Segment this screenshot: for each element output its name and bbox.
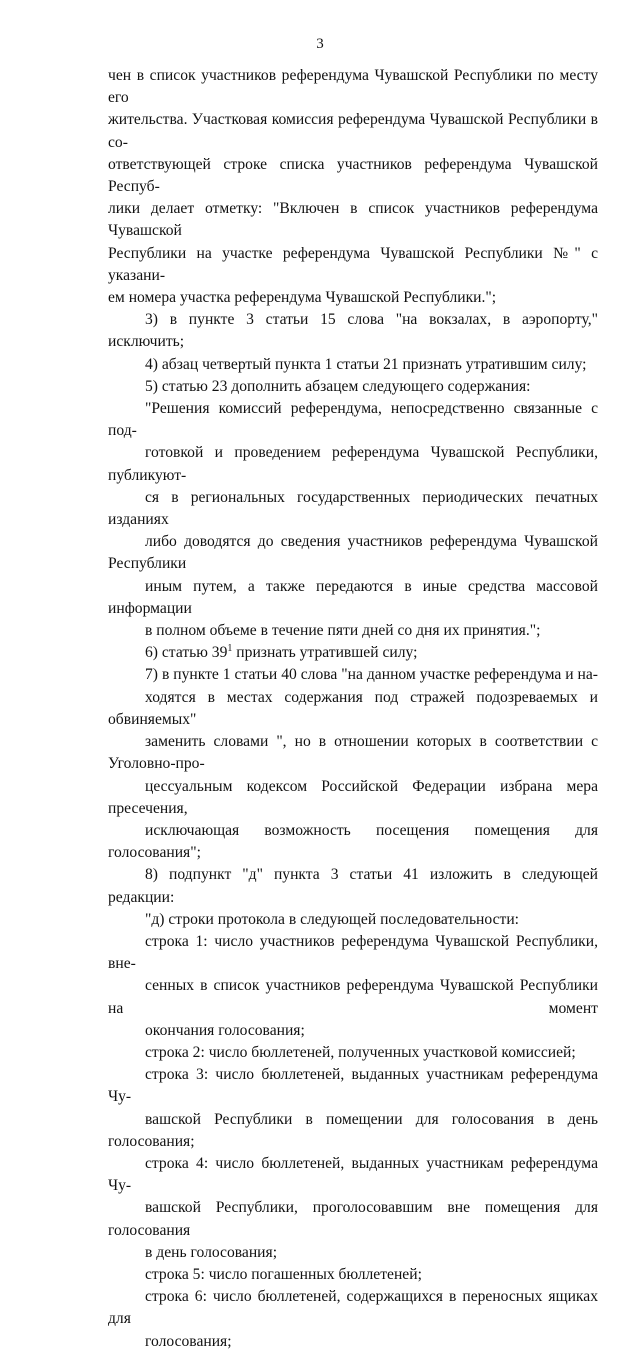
text-line: ответствующей строке списка участников референдума Чувашской Респуб-: [108, 155, 598, 196]
text-line: строка 5: число погашенных бюллетеней;: [145, 1265, 422, 1283]
paragraph-row-1: [108, 931, 598, 1042]
paragraph-item-5: [108, 376, 598, 398]
text-line: 3) в пункте 3 статьи 15 слова "на вокзалах, в аэропорту," исключить;: [108, 311, 598, 351]
text-line: вашской Республики, проголосовавшим вне помещения для голосования: [108, 1199, 598, 1239]
paragraph-item-4: [108, 354, 598, 376]
text-line: 4) абзац четвертый пункта 1 статьи 21 признать утратившим силу;: [145, 355, 587, 373]
superscript: 1: [227, 643, 233, 655]
text-line: голосования;: [145, 1332, 232, 1350]
text-line: ем номера участка референдума Чувашской Республики.";: [108, 289, 497, 307]
text-line: заменить словами ", но в отношении которых в соответствии с Уголовно-про-: [108, 733, 598, 773]
text-line: жительства. Участковая комиссия референдума Чувашской Республики в со-: [108, 111, 598, 151]
paragraph-row-5: [108, 1264, 598, 1286]
text-line: готовкой и проведением референдума Чувашской Республики, публикуют-: [108, 444, 598, 484]
text-line: Республики на участке референдума Чувашской Республики №" с указани-: [108, 244, 598, 284]
paragraph-continuation: [108, 65, 598, 309]
paragraph-row-2: [108, 1042, 598, 1064]
page-number: 3: [316, 36, 324, 52]
text-line: окончания голосования;: [145, 1021, 305, 1039]
text-line: "д) строки протокола в следующей последовательности:: [145, 910, 520, 928]
text-line: 8) подпункт "д" пункта 3 статьи 41 изложить в следующей редакции:: [108, 866, 598, 906]
text-line: иным путем, а также передаются в иные средства массовой информации: [108, 577, 598, 617]
text-line: вашской Республики в помещении для голосования в день голосования;: [108, 1110, 598, 1150]
text-line: чен в список участников референдума Чувашской Республики по месту его: [108, 67, 598, 107]
text-line: 5) статью 23 дополнить абзацем следующего содержания:: [145, 377, 531, 395]
paragraph-quote-decisions: [108, 398, 598, 642]
text-line: 7) в пункте 1 статьи 40 слова "на данном участке референдума и на-: [145, 666, 598, 684]
text-line: "Решения комиссий референдума, непосредственно связанные с под-: [108, 400, 598, 440]
paragraph-quote-d: [108, 909, 598, 931]
paragraph-row-3: [108, 1064, 598, 1153]
text-line: цессуальным кодексом Российской Федерации избрана мера пресечения,: [108, 777, 598, 817]
text-line: строка 3: число бюллетеней, выданных участникам референдума Чу-: [108, 1066, 598, 1106]
paragraph-item-8: [108, 864, 598, 908]
paragraph-item-6: [108, 642, 598, 664]
paragraph-row-6: [108, 1286, 598, 1353]
text-line: строка 6: число бюллетеней, содержащихся в переносных ящиках для: [108, 1288, 598, 1328]
paragraph-item-7: [108, 664, 598, 864]
text-line: признать утратившей силу;: [232, 644, 418, 662]
text-line: строка 1: число участников референдума Чувашской Республики, вне-: [108, 932, 598, 973]
text-line: исключающая возможность посещения помещения для голосования";: [108, 821, 598, 862]
text-line: либо доводятся до сведения участников референдума Чувашской Республики: [108, 533, 598, 573]
text-line: 6) статью 39: [145, 644, 228, 662]
text-line: сенных в список участников референдума Чувашской Республики на момент: [108, 977, 598, 1017]
text-line: в полном объеме в течение пяти дней со дня их принятия.";: [145, 622, 541, 640]
text-line: ходятся в местах содержания под стражей подозреваемых и обвиняемых": [108, 688, 598, 728]
paragraph-row-4: [108, 1153, 598, 1264]
text-line: строка 2: число бюллетеней, полученных участковой комиссией;: [145, 1043, 576, 1061]
text-line: лики делает отметку: "Включен в список участников референдума Чувашской: [108, 200, 598, 240]
text-line: строка 4: число бюллетеней, выданных участникам референдума Чу-: [108, 1154, 598, 1195]
body-text: [108, 65, 598, 1353]
text-line: ся в региональных государственных периодических печатных изданиях: [108, 488, 598, 529]
text-line: в день голосования;: [145, 1243, 278, 1261]
paragraph-item-3: [108, 309, 598, 353]
